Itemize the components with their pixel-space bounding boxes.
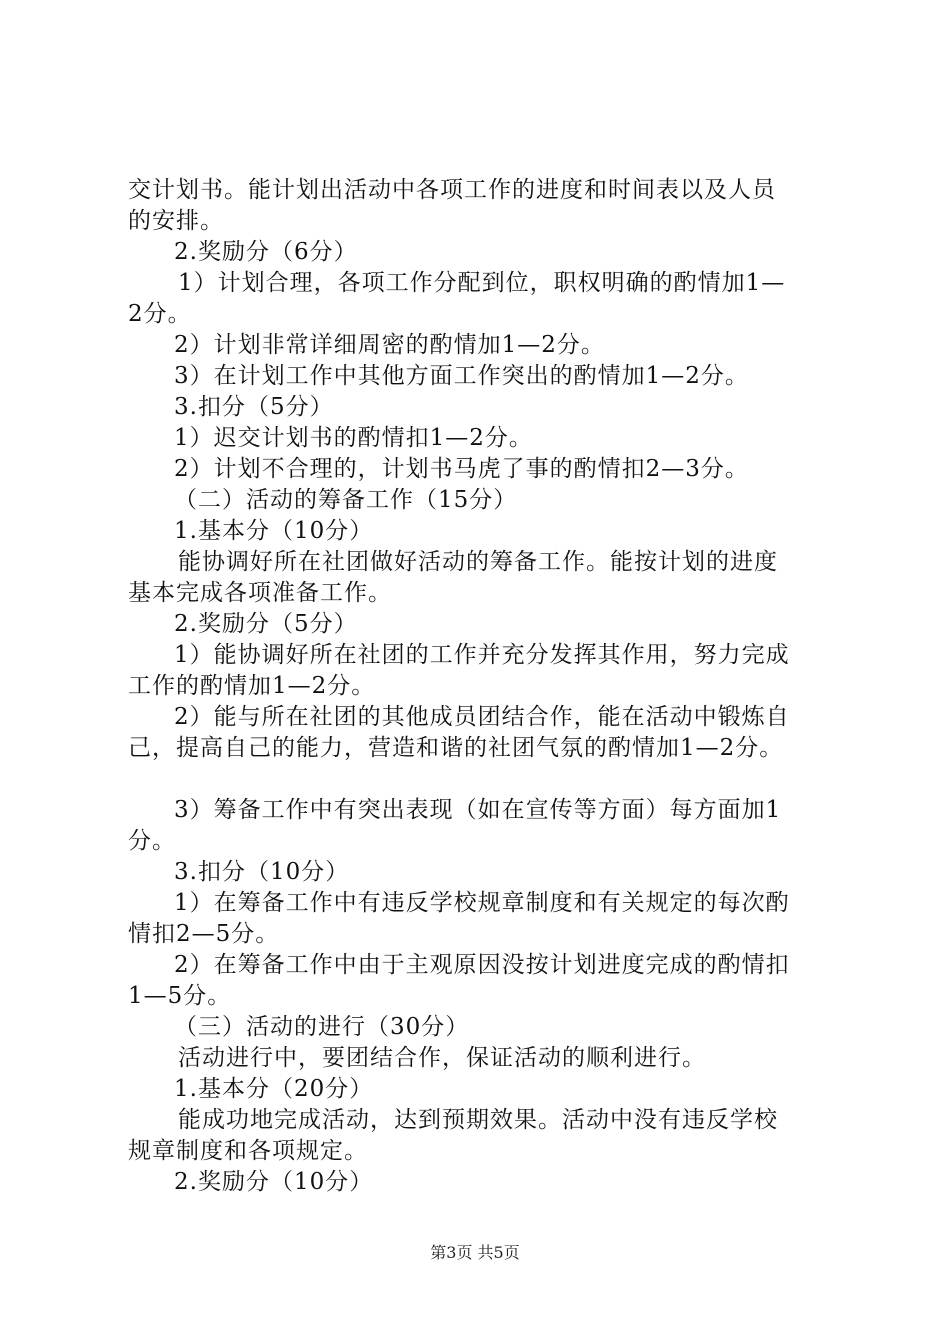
blank-line bbox=[128, 764, 832, 795]
text-line: 2.奖励分（6分） bbox=[174, 239, 358, 265]
page-footer: 第3页 共5页 bbox=[430, 1243, 520, 1262]
text-line: 活动进行中，要团结合作，保证活动的顺利进行。 bbox=[178, 1045, 706, 1071]
text-line: 2分。 bbox=[128, 301, 192, 327]
text-line: 2）计划不合理的，计划书马虎了事的酌情扣2—3分。 bbox=[174, 456, 749, 482]
text-line: 1）在筹备工作中有违反学校规章制度和有关规定的每次酌 bbox=[174, 890, 790, 916]
text-line: 规章制度和各项规定。 bbox=[128, 1138, 368, 1164]
text-line: 3）在计划工作中其他方面工作突出的酌情加1—2分。 bbox=[174, 363, 749, 389]
text-line: 1—5分。 bbox=[128, 983, 232, 1009]
text-line: 1）迟交计划书的酌情扣1—2分。 bbox=[174, 425, 533, 451]
text-line: 3.扣分（5分） bbox=[174, 394, 334, 420]
text-line: 工作的酌情加1—2分。 bbox=[128, 673, 376, 699]
text-line: 2.奖励分（10分） bbox=[174, 1169, 374, 1195]
text-line: 能成功地完成活动，达到预期效果。活动中没有违反学校 bbox=[178, 1107, 778, 1133]
text-line: 2）计划非常详细周密的酌情加1—2分。 bbox=[174, 332, 605, 358]
text-line: 2）在筹备工作中由于主观原因没按计划进度完成的酌情扣 bbox=[174, 952, 790, 978]
text-line: 1）能协调好所在社团的工作并充分发挥其作用，努力完成 bbox=[174, 642, 790, 668]
text-line: 能协调好所在社团做好活动的筹备工作。能按计划的进度 bbox=[178, 549, 778, 575]
text-line: 3.扣分（10分） bbox=[174, 859, 350, 885]
text-line: 己，提高自己的能力，营造和谐的社团气氛的酌情加1—2分。 bbox=[128, 735, 784, 761]
text-line: 的安排。 bbox=[128, 208, 224, 234]
document-body bbox=[128, 175, 832, 1198]
text-line: 分。 bbox=[128, 828, 176, 854]
text-line: 情扣2—5分。 bbox=[128, 921, 280, 947]
text-line: （三）活动的进行（30分） bbox=[174, 1014, 470, 1040]
text-line: 交计划书。能计划出活动中各项工作的进度和时间表以及人员 bbox=[128, 177, 776, 203]
text-line: 1.基本分（20分） bbox=[174, 1076, 374, 1102]
text-line: 1）计划合理，各项工作分配到位，职权明确的酌情加1— bbox=[178, 270, 786, 296]
text-line: 2.奖励分（5分） bbox=[174, 611, 358, 637]
text-line: 3）筹备工作中有突出表现（如在宣传等方面）每方面加1 bbox=[174, 797, 782, 823]
text-line: 基本完成各项准备工作。 bbox=[128, 580, 392, 606]
text-line: 2）能与所在社团的其他成员团结合作，能在活动中锻炼自 bbox=[174, 704, 790, 730]
text-line: 1.基本分（10分） bbox=[174, 518, 374, 544]
text-line: （二）活动的筹备工作（15分） bbox=[174, 487, 518, 513]
